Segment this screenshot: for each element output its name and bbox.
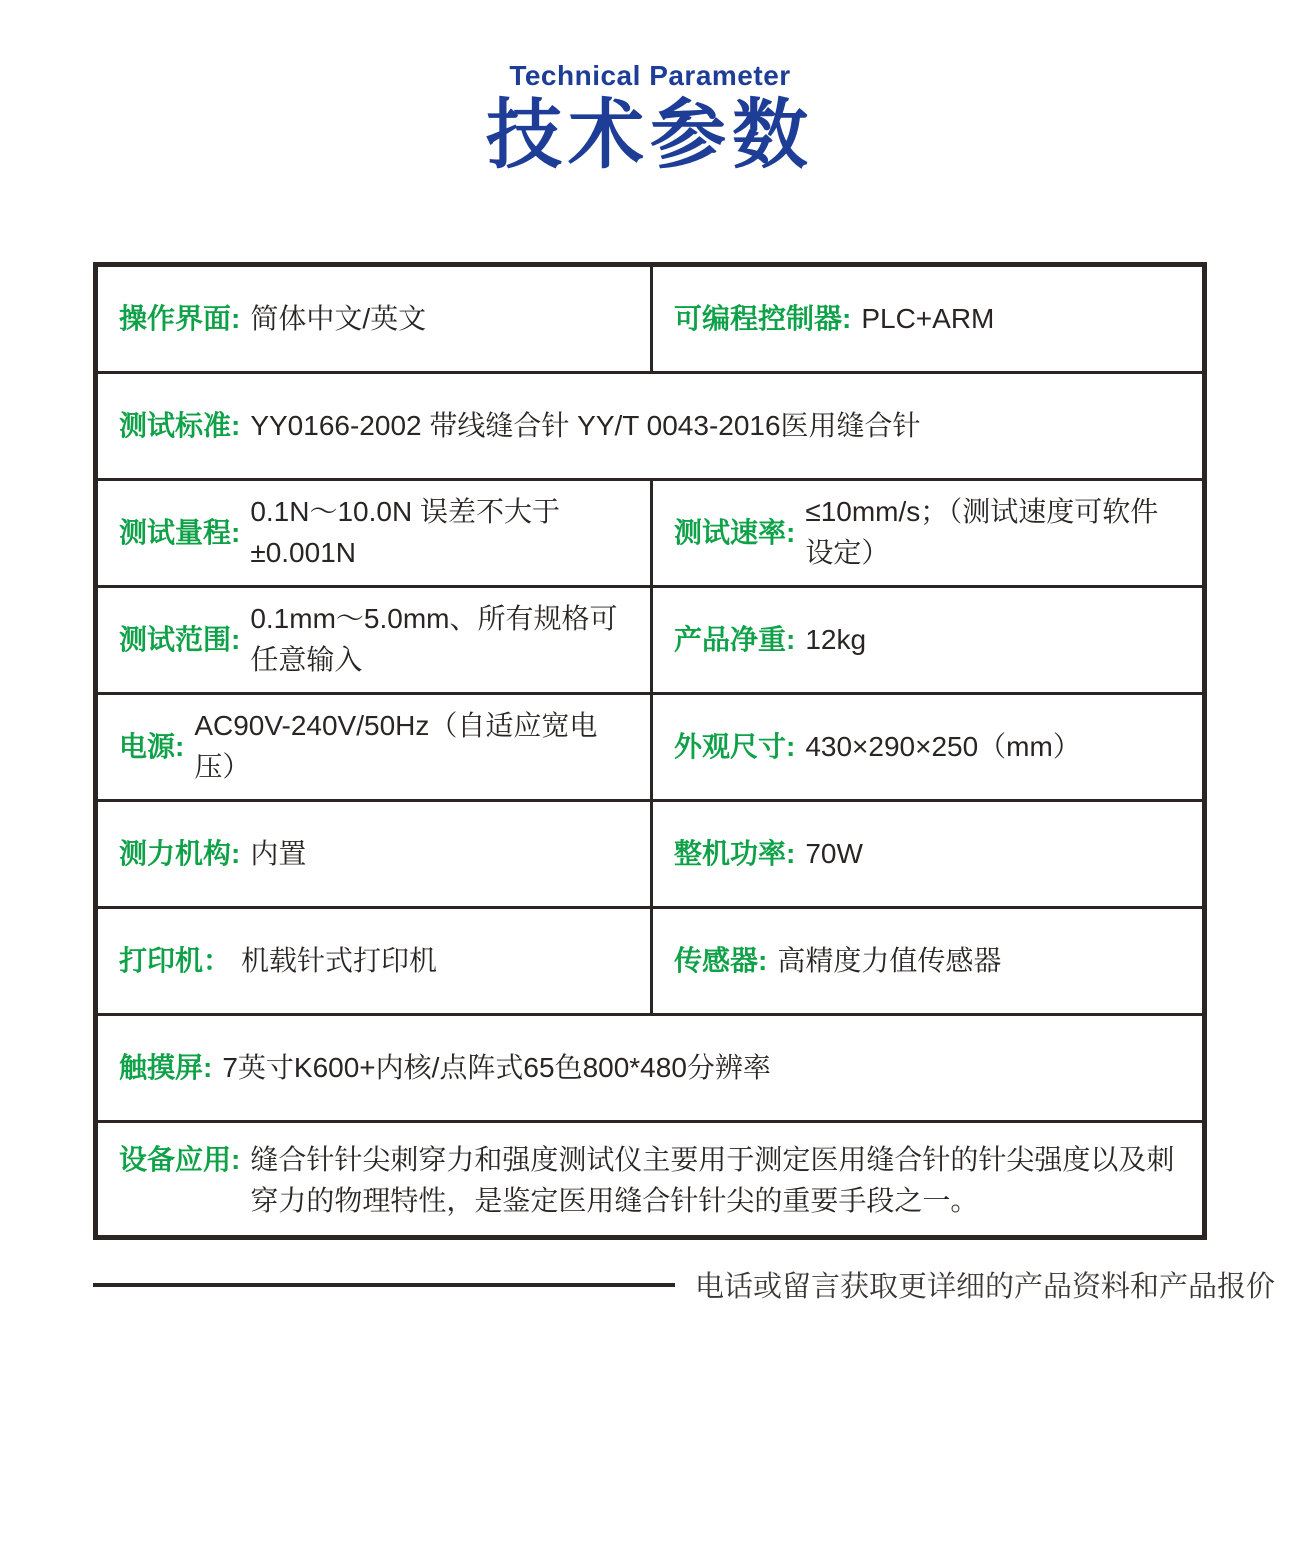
cell-programmable-controller: [650, 267, 1202, 371]
cell-device-application: [98, 1123, 1202, 1235]
spec-label: 传感器:: [674, 944, 768, 976]
spec-label: 触摸屏:: [119, 1051, 213, 1083]
spec-value: 内置: [250, 837, 307, 869]
cell-touch-screen: [98, 1016, 1202, 1120]
spec-value: 430×290×250（mm）: [805, 730, 1081, 762]
spec-label: 可编程控制器:: [674, 302, 852, 334]
table-row: [98, 906, 1202, 1013]
spec-label: 打印机：: [119, 944, 232, 976]
page-header: [0, 60, 1300, 176]
cell-test-standard: [98, 374, 1202, 478]
spec-value: 简体中文/英文: [250, 302, 427, 334]
spec-value: 12kg: [805, 623, 867, 655]
cell-sensor: [650, 909, 1202, 1013]
cell-test-measuring-range: [98, 481, 650, 585]
spec-label: 测试范围:: [119, 623, 241, 655]
page-subtitle-en: Technical Parameter: [509, 60, 791, 91]
cell-operation-interface: [98, 267, 650, 371]
cell-total-power: [650, 802, 1202, 906]
spec-value: 机载针式打印机: [241, 944, 438, 976]
cell-force-mechanism: [98, 802, 650, 906]
table-row: [98, 1120, 1202, 1235]
footer-contact-note: 电话或留言获取更详细的产品资料和产品报价: [695, 1271, 1276, 1303]
table-row: [98, 478, 1202, 585]
spec-label: 电源:: [119, 730, 185, 762]
page-title: 技术参数: [486, 93, 814, 178]
spec-label: 产品净重:: [674, 623, 796, 655]
spec-value: 70W: [805, 837, 863, 869]
spec-label: 测试标准:: [119, 409, 241, 441]
spec-label: 操作界面:: [119, 302, 241, 334]
spec-value: YY0166-2002 带线缝合针 YY/T 0043-2016医用缝合针: [250, 409, 921, 441]
spec-label: 设备应用:: [119, 1144, 241, 1175]
spec-label: 测试量程:: [119, 516, 241, 548]
table-row: [98, 692, 1202, 799]
table-row: [98, 1013, 1202, 1120]
spec-value: ≤10mm/s；（测试速度可软件设定）: [805, 496, 1159, 568]
spec-label: 测试速率:: [674, 516, 796, 548]
table-row: [98, 585, 1202, 692]
footer-divider-line: [93, 1283, 675, 1287]
spec-value: 高精度力值传感器: [777, 944, 1002, 976]
cell-dimensions: [650, 695, 1202, 799]
cell-test-speed: [650, 481, 1202, 585]
spec-label: 整机功率:: [674, 837, 796, 869]
table-row: [98, 371, 1202, 478]
spec-value: 0.1N～10.0N 误差不大于±0.001N: [250, 496, 560, 568]
cell-printer: [98, 909, 650, 1013]
spec-value: PLC+ARM: [861, 302, 995, 334]
spec-table: [93, 262, 1207, 1240]
spec-label: 外观尺寸:: [674, 730, 796, 762]
spec-label: 测力机构:: [119, 837, 241, 869]
footer: [93, 1264, 1276, 1305]
cell-power-supply: [98, 695, 650, 799]
spec-value: AC90V-240V/50Hz（自适应宽电压）: [194, 710, 598, 782]
spec-value: 7英寸K600+内核/点阵式65色800*480分辨率: [222, 1051, 771, 1083]
spec-value: 0.1mm～5.0mm、所有规格可任意输入: [250, 603, 618, 675]
spec-value: 缝合针针尖刺穿力和强度测试仪主要用于测定医用缝合针的针尖强度以及刺穿力的物理特性，是鉴定医用缝合针针尖的重要手段之一。: [250, 1144, 1175, 1216]
cell-product-net-weight: [650, 588, 1202, 692]
cell-test-range: [98, 588, 650, 692]
table-row: [98, 267, 1202, 371]
table-row: [98, 799, 1202, 906]
